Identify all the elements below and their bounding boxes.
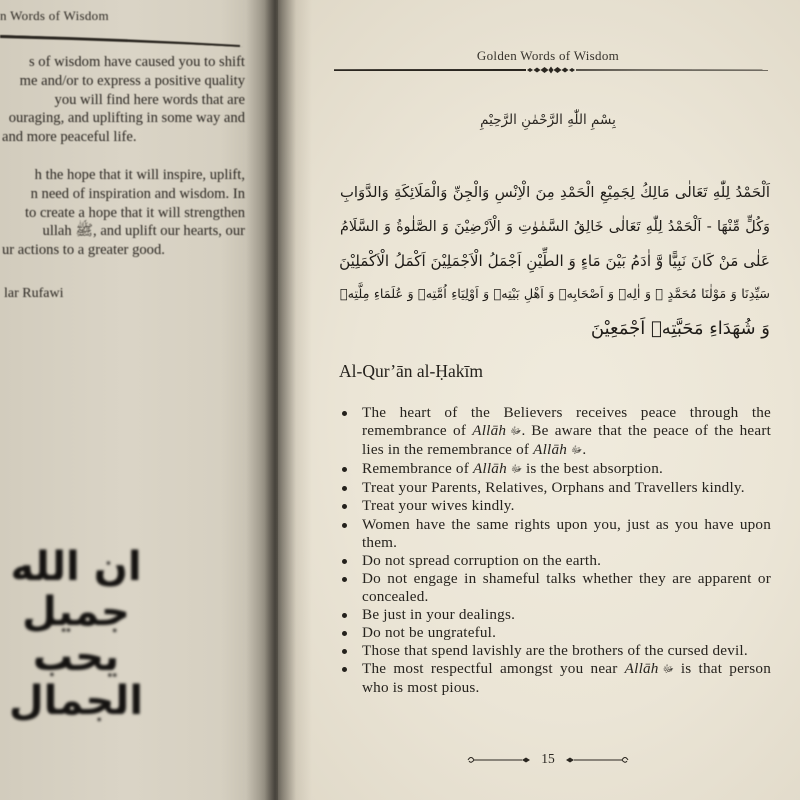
rule-line-left: [334, 69, 526, 71]
text-line: and more peaceful life.: [2, 129, 137, 146]
honorific-glyph: ﷻ: [571, 445, 583, 457]
allah-word: Allāh: [472, 422, 507, 440]
list-item: [339, 570, 771, 606]
list-item: [339, 479, 771, 497]
text-line: ouraging, and uplifting in some way and: [8, 110, 245, 127]
section-heading: Al-Qur’ān al-Ḥakīm: [339, 361, 483, 381]
ornament-diamond: [566, 758, 574, 763]
rule-taper: [0, 35, 244, 47]
arabic-line: وَ شُهَدَاءِ مَحَبَّتِهٖ اَجْمَعِيْنَ: [590, 318, 770, 339]
rule-ornament: [527, 67, 575, 74]
list-item: [339, 516, 771, 552]
item-text: Treat your Parents, Relatives, Orphans and Travellers kindly.: [362, 479, 745, 497]
list-item: [339, 660, 771, 697]
allah-word: Allāh: [472, 460, 507, 478]
arabic-line: وَكُلٍّ مِّنْهَا - اَلْحَمْدُ لِلّٰهِ تَعَالٰى خَالِقُ السَّمٰوٰتِ وَ الْاَرْضِيْنَ وَ الصَّلٰوةُ وَ السَّلَامُ: [340, 219, 770, 235]
text-line: me and/or to express a positive quality: [19, 72, 245, 89]
text-line: ur actions to a greater good.: [2, 242, 165, 259]
left-running-head: n Words of Wisdom: [0, 8, 109, 23]
item-text: Be just in your dealings.: [362, 606, 516, 624]
page-number: 15: [541, 751, 555, 766]
text-line: to create a hope that it will strengthen: [24, 204, 245, 221]
list-item: [339, 497, 771, 515]
allah-word: Allāh: [624, 660, 659, 678]
honorific-glyph: ﷻ: [662, 664, 674, 676]
left-page-content: [0, 0, 260, 800]
arabic-line: عَلٰى مَنْ كَانَ نَبِيًّا وَّ اٰدَمُ بَيْنَ مَاءٍ وَ الطِّيْنِ اَجْمَلُ الْاَجْمَلِيْنَ اَكْمَلُ الْاَكْمَلِيْنَ: [339, 252, 770, 270]
footer-ornament-left: [466, 752, 534, 768]
left-paragraph: [0, 53, 245, 147]
list-item: [339, 460, 771, 479]
bismillah-calligraphy: بِسْمِ اللّٰهِ الرَّحْمٰنِ الرَّحِيْمِ: [480, 112, 616, 128]
honorific-glyph: ﷻ: [510, 426, 522, 438]
item-text: Do not be ungrateful.: [362, 624, 497, 642]
item-text: Women have the same rights upon you, just as you have upon them.: [362, 515, 771, 551]
item-text: Do not spread corruption on the earth.: [362, 551, 602, 569]
header-rule: [334, 63, 768, 77]
item-text: is that person who is most pious.: [362, 660, 771, 697]
text-line: h the hope that it will inspire, uplift,: [34, 167, 245, 183]
item-text: Do not engage in shameful talks whether they are apparent or concealed.: [362, 569, 771, 605]
list-item: [339, 642, 771, 660]
left-header-rule: [0, 28, 250, 52]
text-line: n need of inspiration and wisdom. In: [30, 185, 245, 202]
author-signature: lar Rufawi: [4, 286, 64, 301]
item-text: Treat your wives kindly.: [362, 497, 515, 515]
arabic-calligraphy-artwork: ان الله جميل يحب الجمال: [8, 544, 144, 725]
honorific-glyph: ﷻ: [510, 464, 523, 476]
quran-sayings-list: [339, 404, 771, 698]
arabic-line: اَلْحَمْدُ لِلّٰهِ تَعَالٰى مَالِكُ لِجَمِيْعِ الْحَمْدِ مِنَ الْاِنْسِ وَالْجِنِّ وَالْمَلَائِكَةِ وَالدَّوَابِ: [340, 184, 770, 201]
ornament-curl: [622, 758, 628, 763]
item-text: . Be aware that the peace of the heart lies in the remembrance of: [362, 422, 771, 459]
ornament-diamond: [522, 758, 530, 763]
list-item: [339, 624, 771, 642]
item-text: .: [582, 441, 587, 459]
footer-ornament-right: [562, 752, 630, 768]
text-line: s of wisdom have caused you to shift: [28, 54, 245, 70]
text-line: you will find here words that are: [54, 91, 245, 108]
ornament-curl: [468, 758, 474, 763]
arabic-praise-block: [340, 176, 770, 346]
left-paragraph: [0, 166, 245, 260]
rule-line-right: [576, 69, 768, 70]
item-text: Remembrance of: [362, 460, 473, 478]
list-item: [339, 606, 771, 624]
list-item: [339, 552, 771, 570]
arabic-line: سَيِّدِنَا وَ مَوْلٰنَا مُحَمَّدٍ ﷺ وَ اٰلِهٖ وَ اَصْحَابِهٖ وَ اَهْلِ بَيْتِهٖ وَ اَوْلِيَاءِ اُمَّتِهٖ وَ عُلَمَاءِ مِلَّتِهٖ: [340, 287, 770, 302]
item-text: is the best absorption.: [522, 460, 664, 478]
item-text: The heart of the Believers receives peace through the remembrance of: [362, 404, 771, 440]
right-running-head: Golden Words of Wisdom: [476, 48, 620, 63]
list-item: [339, 404, 771, 460]
allah-word: Allāh: [533, 441, 568, 459]
item-text: The most respectful amongst you near: [362, 660, 625, 678]
text-line: ullah ﷺ, and uplift our hearts, our: [42, 223, 245, 240]
item-text: Those that spend lavishly are the brothers of the cursed devil.: [362, 642, 748, 660]
